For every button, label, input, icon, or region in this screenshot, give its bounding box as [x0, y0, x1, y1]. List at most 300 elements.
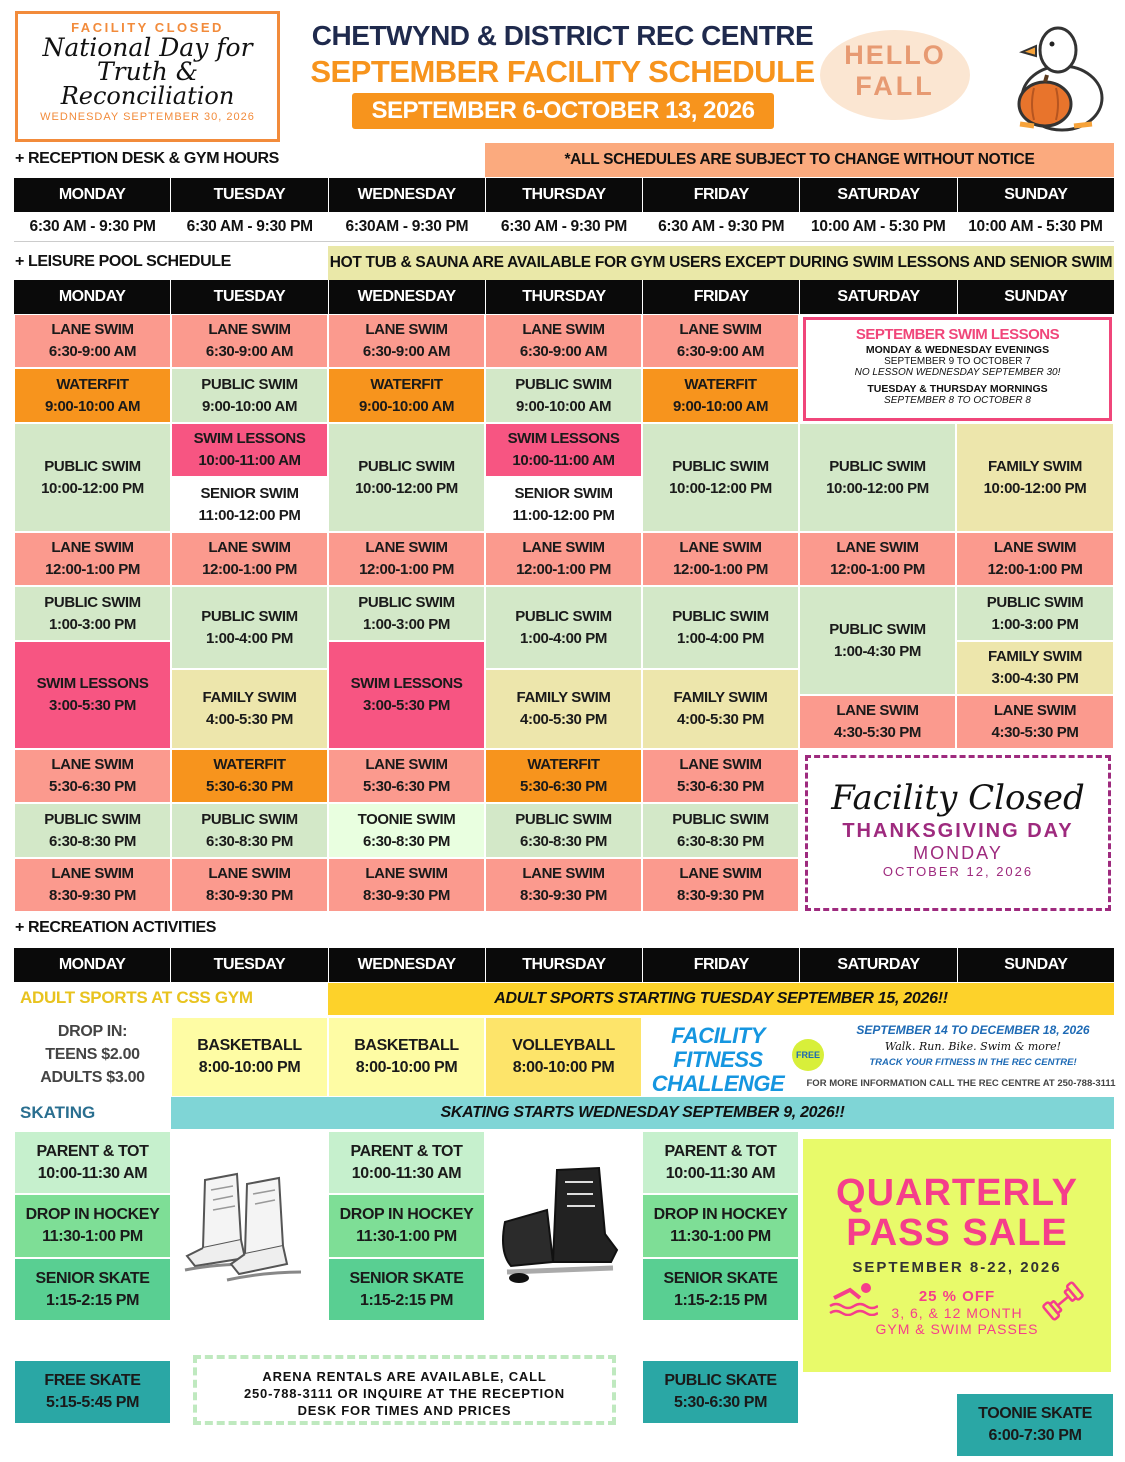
slot-text: 1:00-4:00 PM	[677, 629, 764, 647]
lessons-line: SEPTEMBER 9 TO OCTOBER 7	[884, 356, 1031, 367]
slot-text: 10:00-12:00 PM	[826, 479, 929, 497]
slot-text: 6:00-7:30 PM	[988, 1427, 1082, 1444]
closed-badge-line3: Reconciliation	[60, 82, 235, 110]
pool-slot	[14, 532, 171, 586]
pool-slot	[642, 314, 799, 368]
slot-text: LANE SWIM	[365, 865, 448, 882]
slot-text: WATERFIT	[527, 756, 600, 773]
thanksgiving-day: THANKSGIVING DAY	[842, 820, 1074, 842]
swimmer-icon	[828, 1280, 878, 1316]
pass-sale-box	[803, 1139, 1111, 1372]
thanksgiving-weekday: MONDAY	[913, 843, 1003, 863]
slot-text: FAMILY SWIM	[988, 648, 1082, 665]
slot-text: 11:30-1:00 PM	[356, 1228, 457, 1245]
drop-in-prices	[14, 1020, 171, 1089]
slot-text: 4:30-5:30 PM	[834, 724, 921, 741]
slot-text: LANE SWIM	[208, 539, 291, 556]
slot-text: 9:00-10:00 AM	[358, 397, 455, 415]
skate-slot	[642, 1131, 799, 1194]
challenge-info: FOR MORE INFORMATION CALL THE REC CENTRE AT 250-788-3111	[806, 1078, 1116, 1089]
day-header: WEDNESDAY	[329, 948, 486, 982]
slot-text: DROP IN HOCKEY	[25, 1206, 160, 1223]
pool-label: + LEISURE POOL SCHEDULE	[15, 253, 231, 270]
slot-text: 1:00-3:00 PM	[49, 615, 136, 633]
sport-slot	[171, 1017, 328, 1097]
slot-text: 10:00-12:00 PM	[669, 479, 772, 497]
page-title: CHETWYND & DISTRICT REC CENTRE	[311, 20, 814, 51]
slot-text: SWIM LESSONS	[36, 675, 149, 692]
fall-text: FALL	[855, 71, 935, 101]
hello-text: HELLO	[844, 40, 946, 70]
slot-text: 5:30-6:30 PM	[206, 778, 293, 795]
slot-text: 10:00-12:00 PM	[41, 479, 144, 497]
pool-slot	[485, 423, 642, 477]
pool-slot	[956, 532, 1114, 586]
adult-sports-banner: ADULT SPORTS STARTING TUESDAY SEPTEMBER 15, 2026!!	[328, 983, 1114, 1015]
pool-slot	[171, 314, 328, 368]
pool-slot	[14, 749, 171, 803]
skating-banner: SKATING STARTS WEDNESDAY SEPTEMBER 9, 2026!!	[171, 1097, 1114, 1129]
schedule-notice: *ALL SCHEDULES ARE SUBJECT TO CHANGE WITHOUT NOTICE	[485, 143, 1114, 177]
pass-sale-off: 25 % OFF	[918, 1288, 996, 1305]
slot-text: LANE SWIM	[522, 321, 605, 338]
slot-text: LANE SWIM	[208, 321, 291, 338]
slot-text: 1:15-2:15 PM	[359, 1291, 454, 1309]
pool-slot	[956, 641, 1114, 695]
slot-text: 9:00-10:00 AM	[672, 397, 769, 415]
pool-slot	[485, 532, 642, 586]
slot-text: 10:00-11:30 AM	[351, 1164, 462, 1182]
slot-text: SENIOR SWIM	[200, 484, 299, 502]
slot-text: 3:00-5:30 PM	[363, 697, 450, 714]
thanksgiving-title: Facility Closed	[831, 778, 1085, 818]
challenge-details	[828, 1023, 1118, 1068]
date-range-badge	[352, 93, 774, 129]
swim-lessons-title: SEPTEMBER SWIM LESSONS	[855, 326, 1060, 343]
dumbbell-icon	[1040, 1280, 1086, 1322]
slot-text: SWIM LESSONS	[350, 675, 463, 692]
skate-slot	[14, 1360, 171, 1424]
slot-text: PUBLIC SWIM	[44, 810, 141, 828]
slot-text: PARENT & TOT	[350, 1142, 463, 1160]
slot-text: PUBLIC SWIM	[829, 457, 926, 475]
challenge-line: FACILITY	[671, 1023, 765, 1048]
pool-slot	[642, 858, 799, 912]
day-header: TUESDAY	[171, 178, 328, 212]
slot-text: LANE SWIM	[51, 539, 134, 556]
closed-badge-line2: Truth &	[96, 57, 199, 86]
slot-text: SENIOR SWIM	[514, 484, 613, 502]
drop-in-line: TEENS $2.00	[45, 1046, 140, 1063]
slot-text: PUBLIC SWIM	[986, 593, 1084, 611]
challenge-track: TRACK YOUR FITNESS IN THE REC CENTRE!	[869, 1057, 1077, 1068]
pool-slot	[171, 477, 328, 532]
pool-slot	[328, 586, 485, 641]
pool-slot	[14, 858, 171, 912]
slot-text: 8:30-9:30 PM	[520, 887, 607, 904]
slot-text: 6:30-9:00 AM	[205, 343, 294, 360]
slot-text: 4:00-5:30 PM	[520, 711, 607, 728]
pool-slot	[14, 314, 171, 368]
slot-text: 6:30-9:00 AM	[519, 343, 608, 360]
slot-text: WATERFIT	[370, 375, 443, 393]
day-header: TUESDAY	[171, 280, 328, 314]
pool-slot	[14, 423, 171, 532]
slot-text: 11:30-1:00 PM	[42, 1228, 143, 1245]
figure-skate-icon	[175, 1160, 325, 1295]
day-header: WEDNESDAY	[329, 280, 486, 314]
slot-text: 10:00-11:30 AM	[665, 1164, 776, 1182]
slot-text: 10:00-12:00 PM	[355, 479, 458, 497]
slot-text: 11:30-1:00 PM	[670, 1228, 771, 1245]
pool-slot	[642, 423, 799, 532]
reception-day-header	[14, 178, 1114, 212]
slot-text: PUBLIC SWIM	[358, 457, 455, 475]
slot-text: DROP IN HOCKEY	[653, 1206, 788, 1223]
arena-line: DESK FOR TIMES AND PRICES	[297, 1403, 512, 1418]
drop-in-line: ADULTS $3.00	[40, 1069, 145, 1086]
slot-text: PUBLIC SWIM	[44, 457, 141, 475]
pool-slot	[956, 423, 1114, 532]
skate-slot	[642, 1194, 799, 1258]
challenge-line: FITNESS	[673, 1047, 763, 1072]
slot-text: PUBLIC SWIM	[515, 810, 612, 828]
pool-slot	[799, 532, 956, 586]
pool-slot	[485, 314, 642, 368]
pool-slot	[171, 368, 328, 423]
challenge-tagline: Walk. Run. Bike. Swim & more!	[884, 1040, 1062, 1053]
pool-slot	[171, 423, 328, 477]
pool-slot	[171, 532, 328, 586]
day-header: FRIDAY	[643, 948, 800, 982]
pool-slot	[485, 803, 642, 858]
slot-text: 4:00-5:30 PM	[677, 711, 764, 728]
pool-slot	[799, 586, 956, 695]
slot-text: 12:00-1:00 PM	[987, 561, 1083, 578]
pass-sale-months: 3, 6, & 12 MONTH	[891, 1305, 1023, 1321]
slot-text: 12:00-1:00 PM	[830, 561, 925, 578]
slot-text: 1:15-2:15 PM	[673, 1291, 768, 1309]
slot-text: PUBLIC SWIM	[201, 375, 298, 393]
pool-slot	[642, 749, 799, 803]
skate-slot	[328, 1258, 485, 1321]
arena-rentals-box	[193, 1355, 616, 1425]
slot-text: 12:00-1:00 PM	[359, 561, 454, 578]
lessons-line: SEPTEMBER 8 TO OCTOBER 8	[884, 395, 1031, 406]
day-header: THURSDAY	[486, 948, 643, 982]
day-header: THURSDAY	[486, 178, 643, 212]
slot-text: 6:30-8:30 PM	[677, 832, 764, 850]
duck-pumpkin-icon	[1000, 20, 1110, 135]
slot-text: LANE SWIM	[522, 539, 605, 556]
day-header: SUNDAY	[958, 178, 1114, 212]
slot-text: 11:00-12:00 PM	[198, 506, 301, 524]
slot-text: 12:00-1:00 PM	[202, 561, 297, 578]
slot-text: LANE SWIM	[679, 865, 762, 882]
slot-text: 9:00-10:00 AM	[201, 397, 298, 415]
swim-lessons-info	[803, 317, 1112, 421]
pool-slot	[642, 368, 799, 423]
slot-text: 12:00-1:00 PM	[516, 561, 611, 578]
reception-hours-row	[14, 212, 1114, 242]
reception-label: + RECEPTION DESK & GYM HOURS	[15, 150, 279, 167]
pool-slot	[642, 532, 799, 586]
skate-slot	[14, 1131, 171, 1194]
slot-text: 5:30-6:30 PM	[673, 1394, 768, 1411]
pool-slot	[328, 423, 485, 532]
skate-slot	[328, 1131, 485, 1194]
slot-text: LANE SWIM	[365, 756, 448, 773]
slot-text: PUBLIC SWIM	[672, 457, 769, 475]
pool-slot	[14, 641, 171, 749]
pool-slot	[328, 803, 485, 858]
slot-text: LANE SWIM	[51, 865, 134, 882]
fitness-challenge-logo	[648, 1024, 788, 1096]
slot-text: FAMILY SWIM	[673, 689, 768, 706]
pool-slot	[171, 749, 328, 803]
hours-cell: 6:30 AM - 9:30 PM	[186, 217, 313, 235]
slot-text: 5:30-6:30 PM	[363, 778, 450, 795]
pool-slot	[642, 586, 799, 669]
pool-slot	[328, 314, 485, 368]
day-header: WEDNESDAY	[329, 178, 486, 212]
hours-cell: 6:30 AM - 9:30 PM	[500, 217, 628, 235]
skate-slot	[328, 1194, 485, 1258]
rec-label: + RECREATION ACTIVITIES	[15, 919, 217, 936]
slot-text: 8:30-9:30 PM	[677, 887, 764, 904]
closed-badge	[15, 11, 280, 142]
slot-text: LANE SWIM	[208, 865, 291, 882]
challenge-dates: SEPTEMBER 14 TO DECEMBER 18, 2026	[856, 1023, 1090, 1037]
slot-text: 3:00-4:30 PM	[991, 670, 1079, 687]
slot-text: 4:00-5:30 PM	[206, 711, 293, 728]
day-header: SATURDAY	[800, 178, 957, 212]
day-header: SUNDAY	[958, 280, 1114, 314]
slot-text: 12:00-1:00 PM	[45, 561, 140, 578]
pool-slot	[956, 586, 1114, 641]
slot-text: 9:00-10:00 AM	[44, 397, 141, 415]
slot-text: DROP IN HOCKEY	[339, 1206, 474, 1223]
lessons-line: TUESDAY & THURSDAY MORNINGS	[867, 383, 1048, 395]
skate-slot	[14, 1258, 171, 1321]
slot-text: PUBLIC SKATE	[664, 1372, 777, 1389]
pool-slot	[328, 749, 485, 803]
pool-slot	[14, 368, 171, 423]
pool-slot	[485, 586, 642, 669]
skate-slot	[642, 1360, 799, 1424]
free-badge	[792, 1039, 824, 1071]
pool-slot	[642, 669, 799, 749]
slot-text: 5:30-6:30 PM	[49, 778, 136, 795]
slot-text: 5:30-6:30 PM	[520, 778, 607, 795]
slot-text: LANE SWIM	[836, 539, 919, 556]
slot-text: PUBLIC SWIM	[515, 607, 612, 625]
slot-text: LANE SWIM	[365, 539, 448, 556]
hours-cell: 6:30 AM - 9:30 PM	[29, 217, 156, 235]
skate-slot	[956, 1393, 1114, 1457]
closed-badge-line1: National Day for	[42, 33, 253, 62]
day-header: TUESDAY	[171, 948, 328, 982]
slot-text: 8:30-9:30 PM	[363, 887, 450, 904]
slot-text: PUBLIC SWIM	[515, 375, 612, 393]
slot-text: 5:30-6:30 PM	[677, 778, 764, 795]
slot-text: 1:00-3:00 PM	[991, 615, 1079, 633]
slot-text: 1:00-4:00 PM	[206, 629, 293, 647]
slot-text: 3:00-5:30 PM	[49, 697, 136, 714]
slot-text: 12:00-1:00 PM	[673, 561, 768, 578]
pool-slot	[485, 858, 642, 912]
pool-slot	[799, 423, 956, 532]
pass-sale-l2: PASS SALE	[846, 1212, 1068, 1254]
slot-text: 11:00-12:00 PM	[512, 506, 615, 524]
slot-text: FAMILY SWIM	[988, 457, 1082, 475]
slot-text: 5:15-5:45 PM	[45, 1394, 140, 1411]
slot-text: WATERFIT	[684, 375, 757, 393]
day-header: FRIDAY	[643, 280, 800, 314]
slot-text: 6:30-8:30 PM	[363, 832, 450, 850]
slot-text: PUBLIC SWIM	[672, 607, 769, 625]
slot-text: TOONIE SKATE	[978, 1405, 1092, 1422]
slot-text: FAMILY SWIM	[516, 689, 611, 706]
slot-text: LANE SWIM	[365, 321, 448, 338]
pool-slot	[14, 586, 171, 641]
pool-slot	[642, 803, 799, 858]
pool-slot	[328, 641, 485, 749]
slot-text: 1:15-2:15 PM	[45, 1291, 140, 1309]
pool-slot	[171, 586, 328, 669]
thanksgiving-closed-box	[805, 755, 1111, 911]
rec-day-header	[14, 948, 1114, 982]
slot-text: FREE SKATE	[44, 1372, 141, 1389]
slot-text: VOLLEYBALL	[512, 1037, 615, 1054]
day-header: SATURDAY	[800, 948, 957, 982]
slot-text: 8:00-10:00 PM	[355, 1059, 458, 1076]
slot-text: BASKETBALL	[197, 1037, 302, 1054]
pass-sale-passes: GYM & SWIM PASSES	[875, 1321, 1039, 1337]
slot-text: 1:00-3:00 PM	[363, 615, 450, 633]
slot-text: FAMILY SWIM	[202, 689, 297, 706]
sport-slot	[328, 1017, 485, 1097]
slot-text: SENIOR SKATE	[349, 1269, 464, 1287]
adult-sports-label: ADULT SPORTS AT CSS GYM	[20, 988, 253, 1007]
day-header: MONDAY	[14, 178, 171, 212]
slot-text: PUBLIC SWIM	[201, 607, 298, 625]
hours-cell: 6:30AM - 9:30 PM	[345, 217, 469, 235]
day-header: MONDAY	[14, 948, 171, 982]
hours-cell: 10:00 AM - 5:30 PM	[968, 217, 1103, 235]
thanksgiving-date: OCTOBER 12, 2026	[882, 864, 1034, 879]
slot-text: 6:30-8:30 PM	[520, 832, 607, 850]
day-header: MONDAY	[14, 280, 171, 314]
lessons-line: MONDAY & WEDNESDAY EVENINGS	[865, 344, 1050, 356]
pool-slot	[485, 749, 642, 803]
slot-text: 1:00-4:00 PM	[520, 629, 607, 647]
pool-slot	[328, 858, 485, 912]
day-header: SUNDAY	[958, 948, 1114, 982]
pool-slot	[328, 532, 485, 586]
slot-text: WATERFIT	[213, 756, 286, 773]
slot-text: PUBLIC SWIM	[829, 620, 926, 638]
slot-text: LANE SWIM	[679, 756, 762, 773]
pool-slot	[171, 669, 328, 749]
hours-cell: 6:30 AM - 9:30 PM	[658, 217, 785, 235]
slot-text: LANE SWIM	[679, 539, 762, 556]
slot-text: 10:00-11:00 AM	[198, 452, 301, 469]
pool-slot	[485, 669, 642, 749]
pass-sale-l1: QUARTERLY	[836, 1172, 1078, 1214]
slot-text: PUBLIC SWIM	[672, 810, 769, 828]
slot-text: 6:30-9:00 AM	[48, 343, 137, 360]
pool-slot	[485, 477, 642, 532]
slot-text: 6:30-8:30 PM	[206, 832, 293, 850]
slot-text: 10:00-12:00 PM	[983, 479, 1087, 497]
day-header: FRIDAY	[643, 178, 800, 212]
skate-slot	[14, 1194, 171, 1258]
pool-day-header	[14, 280, 1114, 314]
day-header: SATURDAY	[800, 280, 957, 314]
slot-text: SWIM LESSONS	[507, 430, 620, 447]
lessons-line: NO LESSON WEDNESDAY SEPTEMBER 30!	[854, 367, 1061, 378]
slot-text: TOONIE SWIM	[357, 810, 456, 828]
slot-text: PUBLIC SWIM	[201, 810, 298, 828]
pool-slot	[171, 803, 328, 858]
date-range-text: SEPTEMBER 6-OCTOBER 13, 2026	[371, 97, 755, 124]
slot-text: LANE SWIM	[836, 702, 919, 719]
drop-in-line: DROP IN:	[57, 1023, 128, 1040]
hours-cell: 10:00 AM - 5:30 PM	[811, 217, 946, 235]
slot-text: LANE SWIM	[679, 321, 762, 338]
skating-label: SKATING	[20, 1103, 96, 1122]
pool-slot	[328, 368, 485, 423]
skate-slot	[642, 1258, 799, 1321]
slot-text: 6:30-8:30 PM	[49, 832, 136, 850]
slot-text: 1:00-4:30 PM	[834, 642, 921, 660]
slot-text: PARENT & TOT	[664, 1142, 777, 1160]
pool-slot	[14, 803, 171, 858]
pool-slot	[485, 368, 642, 423]
slot-text: 4:30-5:30 PM	[991, 724, 1079, 741]
day-header: THURSDAY	[486, 280, 643, 314]
page-subtitle: SEPTEMBER FACILITY SCHEDULE	[310, 54, 815, 89]
hockey-skate-icon	[495, 1162, 640, 1290]
hot-tub-notice: HOT TUB & SAUNA ARE AVAILABLE FOR GYM USERS EXCEPT DURING SWIM LESSONS AND SENIOR SWIM	[328, 246, 1114, 280]
closed-badge-date: WEDNESDAY SEPTEMBER 30, 2026	[40, 111, 255, 123]
slot-text: 6:30-9:00 AM	[676, 343, 765, 360]
sport-slot	[485, 1017, 642, 1097]
pass-sale-dates: SEPTEMBER 8-22, 2026	[852, 1259, 1062, 1276]
slot-text: LANE SWIM	[993, 539, 1077, 556]
arena-line: 250-788-3111 OR INQUIRE AT THE RECEPTION	[244, 1386, 565, 1401]
slot-text: LANE SWIM	[51, 756, 134, 773]
slot-text: 9:00-10:00 AM	[515, 397, 612, 415]
pool-slot	[171, 858, 328, 912]
slot-text: 8:30-9:30 PM	[206, 887, 293, 904]
slot-text: LANE SWIM	[993, 702, 1077, 719]
slot-text: 10:00-11:30 AM	[37, 1164, 148, 1182]
slot-text: PUBLIC SWIM	[358, 593, 455, 611]
challenge-line: CHALLENGE	[651, 1071, 785, 1096]
slot-text: 10:00-11:00 AM	[512, 452, 615, 469]
slot-text: LANE SWIM	[522, 865, 605, 882]
free-text: FREE	[795, 1050, 820, 1060]
slot-text: 8:00-10:00 PM	[198, 1059, 301, 1076]
slot-text: 8:00-10:00 PM	[512, 1059, 615, 1076]
slot-text: LANE SWIM	[51, 321, 134, 338]
pool-slot	[799, 695, 956, 749]
slot-text: SENIOR SKATE	[35, 1269, 150, 1287]
slot-text: PUBLIC SWIM	[44, 593, 141, 611]
slot-text: PARENT & TOT	[36, 1142, 149, 1160]
